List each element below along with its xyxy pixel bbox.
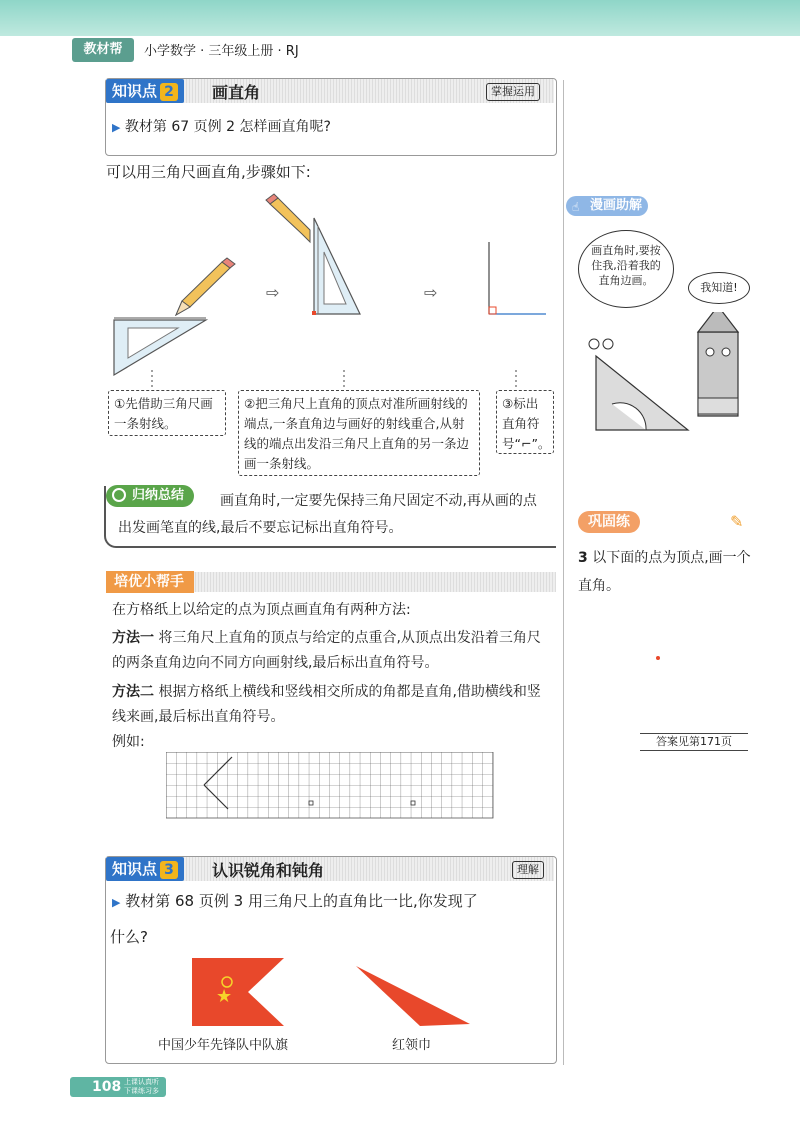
scarf-caption: 红领巾 xyxy=(392,1038,432,1053)
red-scarf-image xyxy=(356,966,470,1028)
triangle-ruler-2 xyxy=(312,218,360,315)
method1-label: 方法一 xyxy=(112,630,154,646)
arrow-icon-1: ⇨ xyxy=(266,283,280,302)
star-icon: ★ xyxy=(216,986,233,1007)
right-angle-drawing xyxy=(489,242,546,314)
vertex-dot xyxy=(312,311,316,315)
helper-intro: 在方格纸上以给定的点为顶点画直角有两种方法: xyxy=(112,602,411,618)
page-number-text: 108 xyxy=(92,1079,122,1095)
flag-image xyxy=(192,958,284,1026)
kp3-box xyxy=(105,856,557,1064)
kp2-example-text: 教材第 67 页例 2 怎样画直角呢? xyxy=(124,119,331,135)
kp3-example-text-a: 教材第 68 页例 3 用三角尺上的直角比一比,你发现了 xyxy=(125,892,478,910)
footer-note xyxy=(124,1078,159,1096)
hand-icon: ☝ xyxy=(572,200,580,214)
kp2-tag xyxy=(106,79,184,103)
triangle-ruler-1 xyxy=(114,318,206,375)
step-3-box: ③标出直角符号“⌐”。 xyxy=(496,390,554,454)
helper-method2 xyxy=(112,680,552,730)
kp3-example-b: 什么? xyxy=(110,928,148,946)
comic-tag xyxy=(566,196,648,216)
speech-bubble-2: 我知道! xyxy=(688,272,750,304)
pencil-1 xyxy=(176,258,235,315)
triangle-character xyxy=(589,339,688,430)
kp3-num: 3 xyxy=(160,861,178,879)
comic-tag-text: 漫画助解 xyxy=(590,198,643,213)
practice-question xyxy=(578,544,758,600)
kp3-example xyxy=(112,889,478,915)
answer-reference: 答案见第171页 xyxy=(640,733,748,751)
method1-text: 将三角尺上直角的顶点与给定的点重合,从顶点出发沿着三角尺的两条直角边向不同方向画射线,最后标出直角符号。 xyxy=(112,630,541,671)
practice-tag: 巩固练 xyxy=(578,511,640,533)
flag-caption: 中国少年先锋队中队旗 xyxy=(158,1038,289,1053)
pencil-2 xyxy=(266,194,310,242)
footer-note-2: 下课练习多 xyxy=(124,1087,159,1095)
kp3-title: 认识锐角和钝角 xyxy=(212,861,325,880)
top-banner xyxy=(0,0,800,36)
kp2-tag-text: 知识点 xyxy=(112,82,158,100)
arrow-icon-2: ⇨ xyxy=(424,283,438,302)
kp3-tag xyxy=(106,857,184,881)
question-number: 3 xyxy=(578,550,588,566)
helper-tag: 培优小帮手 xyxy=(106,571,194,593)
summary-text: 画直角时,一定要先保持三角尺固定不动,再从画的点出发画笔直的线,最后不要忘记标出直角符号。 xyxy=(118,493,537,536)
helper-method1 xyxy=(112,626,552,676)
caret-icon: ▶ xyxy=(112,896,121,909)
grid-example xyxy=(166,752,496,822)
caret-icon: ▶ xyxy=(112,121,121,134)
pencil-icon: ✎ xyxy=(730,512,744,531)
kp3-level-badge: 理解 xyxy=(512,861,544,879)
method2-label: 方法二 xyxy=(112,684,154,700)
kp2-title: 画直角 xyxy=(212,83,261,102)
step-diagrams xyxy=(106,190,556,390)
kp2-example xyxy=(112,115,331,140)
kp2-num: 2 xyxy=(160,83,178,101)
given-point xyxy=(656,656,660,660)
summary-tag-text: 归纳总结 xyxy=(132,488,185,503)
step-2-box: ②把三角尺上直角的顶点对准所画射线的端点,一条直角边与画好的射线重合,从射线的端点出发沿三角尺上直角的另一条边画一条射线。 xyxy=(238,390,480,476)
comic-characters xyxy=(572,312,752,434)
column-divider xyxy=(563,80,564,1065)
method2-text: 根据方格纸上横线和竖线相交所成的角都是直角,借助横线和竖线来画,最后标出直角符号。 xyxy=(112,684,541,725)
footer-note-1: 上课认真听 xyxy=(124,1078,159,1086)
subject-title: 小学数学 · 三年级上册 · RJ xyxy=(144,44,299,59)
step-1-box: ①先借助三角尺画一条射线。 xyxy=(108,390,226,436)
pencil-character xyxy=(698,312,738,416)
brand-label: 教材帮 xyxy=(72,38,134,62)
example-label: 例如: xyxy=(112,734,145,750)
kp2-level-badge: 掌握运用 xyxy=(486,83,540,101)
speech-bubble-1: 画直角时,要按住我,沿着我的直角边画。 xyxy=(578,230,674,308)
kp2-intro: 可以用三角尺画直角,步骤如下: xyxy=(106,163,311,181)
question-text: 以下面的点为顶点,画一个直角。 xyxy=(578,550,751,594)
kp3-tag-text: 知识点 xyxy=(112,860,158,878)
